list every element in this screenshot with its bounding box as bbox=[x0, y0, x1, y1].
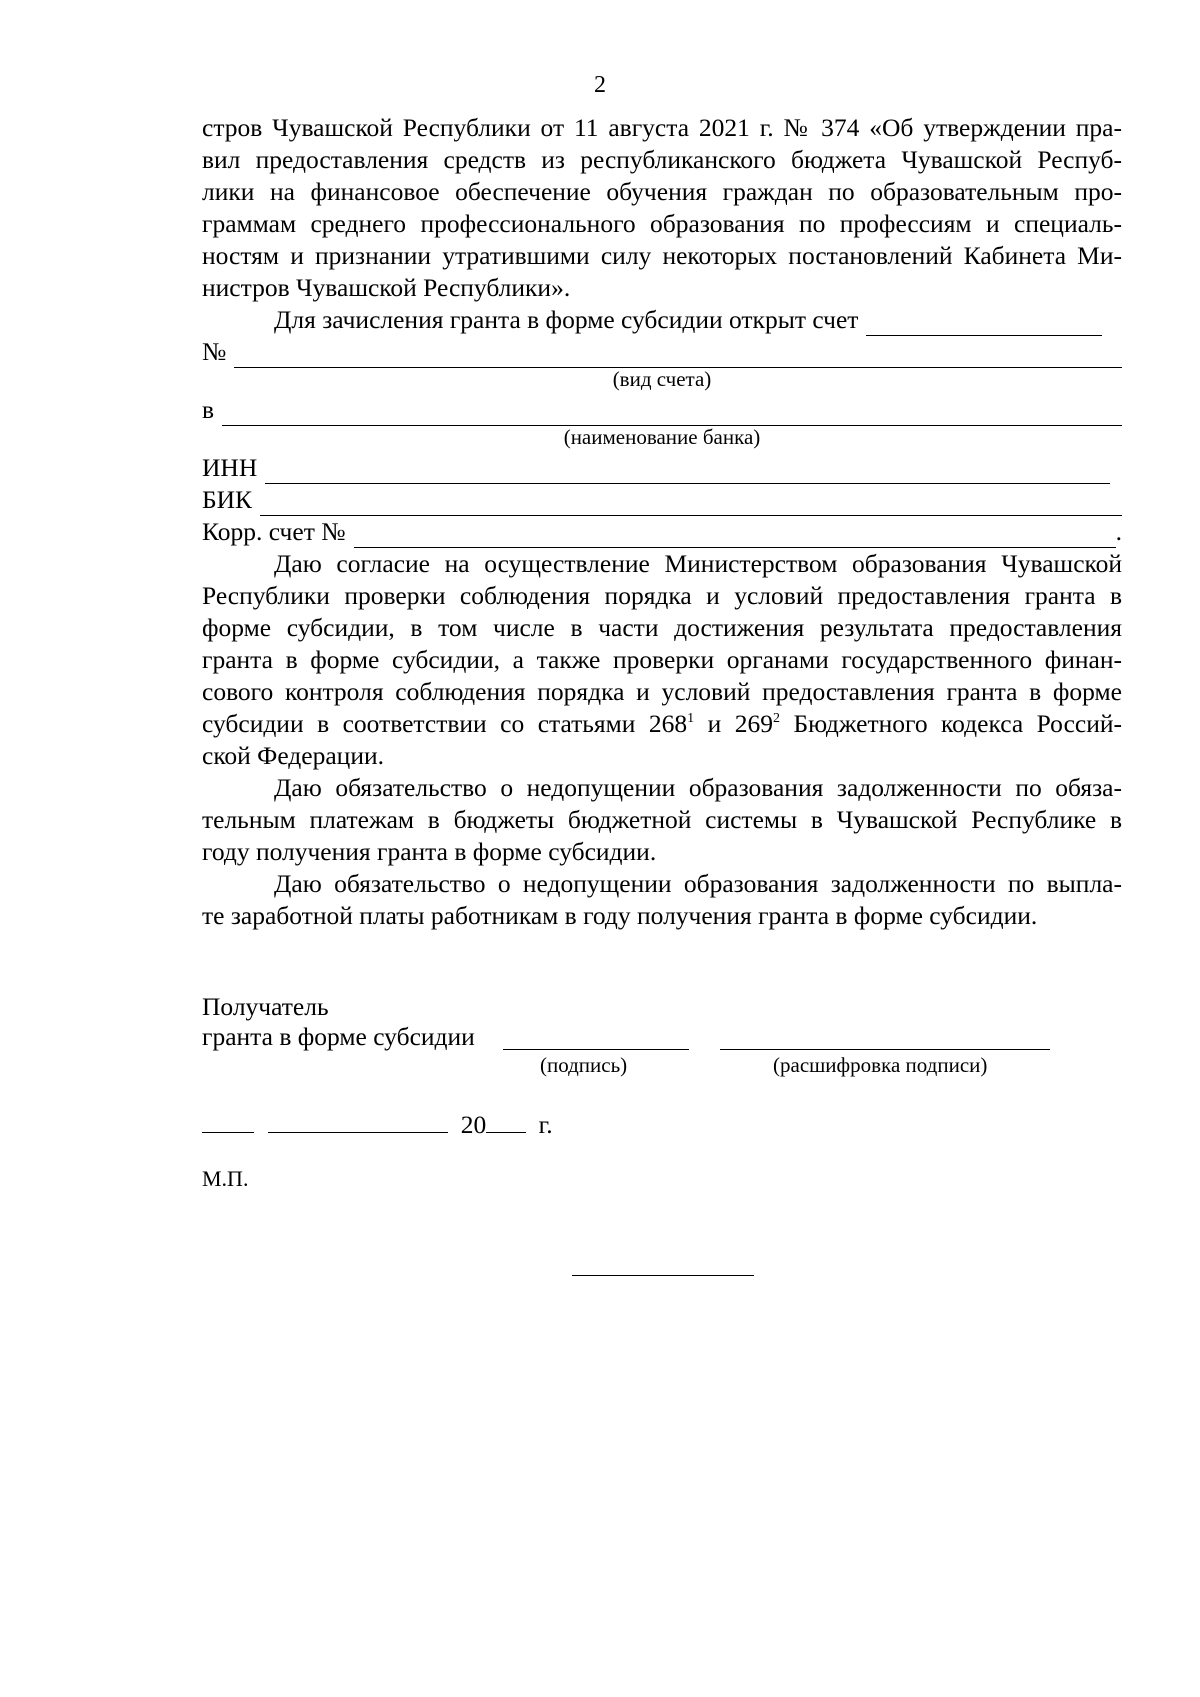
recipient-label: Получатель bbox=[202, 992, 329, 1021]
text-line: те заработной платы работникам в году получения гранта в форме субсидии. bbox=[202, 901, 1038, 930]
superscript: 1 bbox=[687, 711, 695, 726]
account-type-field[interactable] bbox=[234, 345, 1122, 368]
corr-end: . bbox=[1115, 517, 1122, 546]
text-line: тельным платежам в бюджеты бюджетной системы в Чувашской Республике в bbox=[202, 805, 1122, 834]
intro-paragraph bbox=[202, 112, 1122, 304]
obligation-taxes-paragraph bbox=[202, 772, 1122, 868]
text-line: форме субсидии, в том числе в части достижения результата предоставления bbox=[202, 613, 1122, 642]
text-line: ностям и признании утратившими силу некоторых постановлений Кабинета Ми- bbox=[202, 241, 1122, 270]
line-part: и 269 bbox=[694, 709, 774, 738]
text-line-with-superscripts bbox=[202, 708, 1122, 740]
corr-account-field[interactable] bbox=[354, 525, 1116, 548]
account-number-row bbox=[202, 336, 1122, 368]
text-line: граммам среднего профессионального образования по профессиям и специаль- bbox=[202, 209, 1122, 238]
corr-label: Корр. счет № bbox=[202, 517, 346, 546]
year-suffix: г. bbox=[538, 1110, 553, 1139]
document-body bbox=[202, 112, 1122, 932]
signature-block bbox=[202, 992, 1122, 1052]
account-opening-row bbox=[202, 304, 1122, 336]
bik-field[interactable] bbox=[260, 493, 1122, 516]
decoding-caption: (расшифровка подписи) bbox=[773, 1053, 988, 1077]
line-part: Бюджетного кодекса Россий- bbox=[780, 709, 1122, 738]
year-field[interactable] bbox=[486, 1110, 526, 1133]
text-line: лики на финансовое обеспечение обучения граждан по образовательным про- bbox=[202, 177, 1122, 206]
number-label: № bbox=[202, 337, 227, 366]
text-line: Республики проверки соблюдения порядка и условий предоставления гранта в bbox=[202, 581, 1122, 610]
bik-row bbox=[202, 484, 1122, 516]
text-line: Даю согласие на осуществление Министерством образования Чувашской bbox=[274, 549, 1122, 578]
signature-caption: (подпись) bbox=[540, 1053, 628, 1077]
text-line: Даю обязательство о недопущении образования задолженности по обяза- bbox=[274, 773, 1122, 802]
account-blank[interactable] bbox=[866, 313, 1102, 336]
account-type-caption: (вид счета) bbox=[612, 367, 712, 391]
month-field[interactable] bbox=[268, 1110, 448, 1133]
signature-field[interactable] bbox=[503, 1048, 689, 1050]
text-line: вил предоставления средств из республиканского бюджета Чувашской Респуб- bbox=[202, 145, 1122, 174]
bank-caption: (наименование банка) bbox=[563, 425, 761, 449]
inn-field[interactable] bbox=[265, 461, 1110, 484]
inn-row bbox=[202, 452, 1122, 484]
text-line: гранта в форме субсидии, а также проверки органами государственного финан- bbox=[202, 645, 1122, 674]
date-line bbox=[202, 1110, 553, 1140]
text-line: году получения гранта в форме субсидии. bbox=[202, 837, 657, 866]
page-number: 2 bbox=[594, 72, 606, 98]
text-line: сового контроля соблюдения порядка и условий предоставления гранта в форме bbox=[202, 677, 1122, 706]
consent-paragraph bbox=[202, 548, 1122, 772]
superscript: 2 bbox=[773, 711, 781, 726]
text-line: Даю обязательство о недопущении образования задолженности по выпла- bbox=[274, 869, 1122, 898]
text-line: нистров Чувашской Республики». bbox=[202, 273, 571, 302]
account-opening-text: Для зачисления гранта в форме субсидии открыт счет bbox=[274, 305, 859, 334]
end-divider bbox=[572, 1275, 754, 1276]
year-prefix: 20 bbox=[460, 1110, 487, 1139]
text-line: стров Чувашской Республики от 11 августа 2021 г. № 374 «Об утверждении пра- bbox=[202, 113, 1122, 142]
line-part: субсидии в соответствии со статьями 268 bbox=[202, 709, 688, 738]
day-field[interactable] bbox=[202, 1110, 254, 1133]
recipient-label: гранта в форме субсидии bbox=[202, 1022, 475, 1051]
obligation-wages-paragraph bbox=[202, 868, 1122, 932]
bank-prefix: в bbox=[202, 395, 215, 424]
inn-label: ИНН bbox=[202, 453, 258, 482]
signature-decoding-field[interactable] bbox=[720, 1048, 1050, 1050]
bank-row bbox=[202, 394, 1122, 426]
text-line: ской Федерации. bbox=[202, 741, 384, 770]
stamp-place: М.П. bbox=[202, 1166, 249, 1191]
corr-account-row bbox=[202, 516, 1122, 548]
bank-name-field[interactable] bbox=[222, 403, 1122, 426]
bik-label: БИК bbox=[202, 485, 253, 514]
